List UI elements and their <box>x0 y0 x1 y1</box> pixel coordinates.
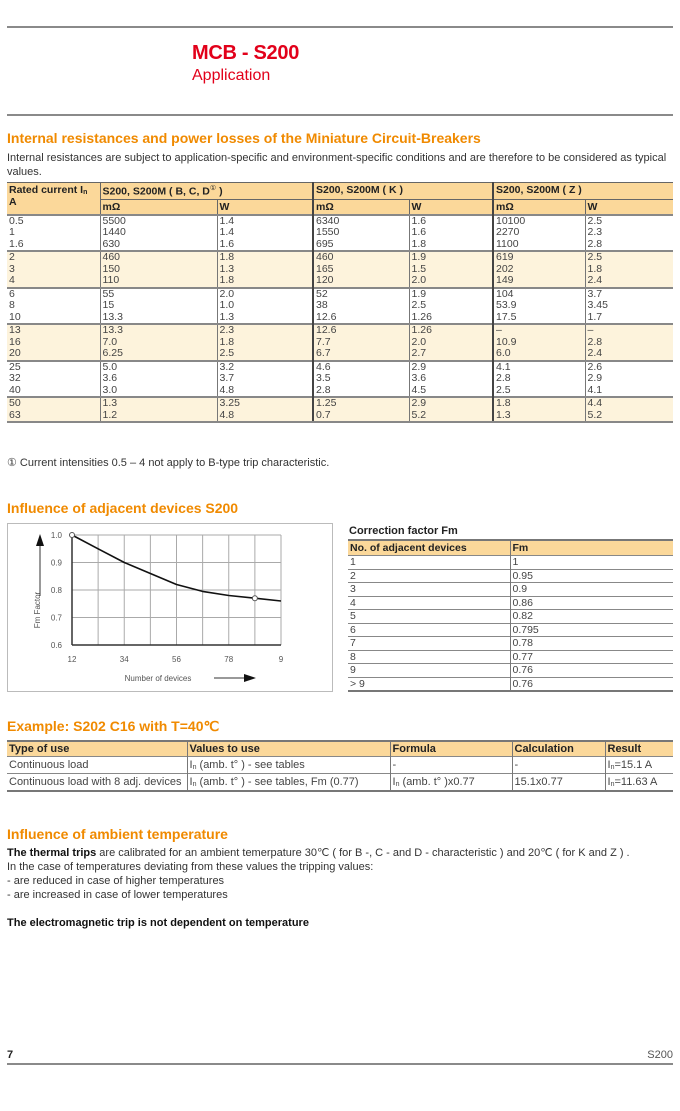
cell-fm: 0.95 <box>510 569 673 583</box>
cell-z-m <box>493 397 585 422</box>
cell-z-w <box>585 251 673 288</box>
data-point-marker <box>70 533 75 538</box>
cell-value: 2.0 <box>219 287 235 300</box>
cell-value: 5.2 <box>411 408 427 421</box>
cell-rated <box>7 288 100 325</box>
cell-value: 6.7 <box>316 347 331 359</box>
header-rule <box>7 114 673 116</box>
cell-value: 120 <box>316 274 334 286</box>
cell-value: 4.1 <box>496 360 511 373</box>
table-row <box>348 650 673 664</box>
cell-fm: 0.77 <box>510 650 673 664</box>
cell-value: 4.4 <box>587 397 603 409</box>
cell-z-m <box>493 288 585 325</box>
cell-devices: 1 <box>348 556 510 570</box>
cell-devices: 9 <box>348 664 510 678</box>
example-heading: Example: S202 C16 with T=40℃ <box>7 718 220 734</box>
cell-value: 1.3 <box>219 262 235 275</box>
cell-value: 10 <box>9 310 21 323</box>
ambient-p3: - are reduced in case of higher temperatures <box>7 875 225 887</box>
cell-bcd-m <box>100 288 217 325</box>
rating-group <box>7 397 673 422</box>
cell-value: 2.6 <box>587 360 603 373</box>
cell-value: 13 <box>9 324 21 336</box>
cell-value: 4.5 <box>411 383 427 396</box>
cell-value: 2.8 <box>496 372 511 384</box>
cell-z-w <box>585 361 673 398</box>
col-group-bcd: S200, S200M ( B, C, D① ) <box>100 183 313 200</box>
cell-value: 1.2 <box>102 408 118 421</box>
cell-devices: 2 <box>348 569 510 583</box>
col-header: Result <box>605 741 673 757</box>
cell-value: 104 <box>496 287 514 300</box>
col-group-z: S200, S200M ( Z ) <box>493 183 673 200</box>
table-row <box>348 556 673 570</box>
resistance-table <box>7 182 673 423</box>
cell-bcd-w <box>217 288 313 325</box>
cell-value: 1.26 <box>411 310 432 323</box>
cell-value: 1.8 <box>219 251 235 263</box>
cell-value: 38 <box>316 299 328 311</box>
cell-k-m <box>313 251 409 288</box>
table-row <box>7 397 673 422</box>
cell-value: 50 <box>9 397 21 409</box>
cell-value: 2.9 <box>411 397 427 409</box>
cell-k-m <box>313 397 409 422</box>
cell-value: 460 <box>316 251 334 263</box>
cell-value: 25 <box>9 360 21 373</box>
cell-bcd-m <box>100 251 217 288</box>
cell-value: 2.4 <box>587 274 603 286</box>
unit-mohm: mΩ <box>100 199 217 215</box>
rating-group <box>7 288 673 325</box>
cell-value: 2.5 <box>587 251 603 263</box>
cell-bcd-m <box>100 361 217 398</box>
cell-value: 460 <box>102 251 121 263</box>
cell-value: 1.0 <box>219 299 235 311</box>
cell-value: 16 <box>9 335 21 348</box>
cell-k-m <box>313 361 409 398</box>
data-point-marker <box>252 596 257 601</box>
table-row <box>348 664 673 678</box>
y-tick-label: 1.0 <box>50 531 62 540</box>
rating-group <box>7 215 673 252</box>
ambient-p2: In the case of temperatures deviating from these values the tripping values: <box>7 861 374 873</box>
table-row <box>7 774 673 792</box>
cell-value: – <box>496 324 502 336</box>
cell-value: 13.3 <box>102 324 123 336</box>
y-axis-label: Fm Factor <box>33 591 42 629</box>
cell-value: 6 <box>9 287 15 300</box>
arrow-right-icon <box>244 674 256 682</box>
col-header: Values to use <box>187 741 390 757</box>
table-row <box>7 288 673 325</box>
cell-value: 1.6 <box>411 214 427 227</box>
cell-value: 1.3 <box>102 397 118 409</box>
cell-value: 1.4 <box>219 214 235 227</box>
y-tick-label: 0.7 <box>50 613 62 623</box>
cell-value: 110 <box>102 274 120 286</box>
cell-k-w <box>409 215 493 252</box>
cell-value: 5500 <box>102 214 126 227</box>
cell-type: Continuous load <box>7 757 187 774</box>
cell-value: – <box>587 324 594 336</box>
cell-value: 5.2 <box>587 408 603 421</box>
table-row <box>7 251 673 288</box>
top-rule <box>7 26 673 28</box>
page-number: 7 <box>7 1049 14 1061</box>
cell-devices: > 9 <box>348 677 510 691</box>
arrow-up-icon <box>36 534 44 546</box>
cell-value: 2.9 <box>411 360 427 373</box>
cell-value: 12.6 <box>316 310 337 323</box>
cell-value: 1.25 <box>316 397 337 409</box>
cell-bcd-m <box>100 215 217 252</box>
cell-value: 3.6 <box>411 372 427 384</box>
cell-value: 1.5 <box>411 262 427 275</box>
cell-value: 32 <box>9 372 21 384</box>
cell-value: 3.5 <box>316 372 331 384</box>
cell-fm: 0.76 <box>510 677 673 691</box>
cell-formula: - <box>390 757 512 774</box>
unit-w: W <box>409 199 493 215</box>
x-axis-label: Number of devices <box>124 674 192 683</box>
col-group-k: S200, S200M ( K ) <box>313 183 493 200</box>
cell-value: 1.6 <box>9 237 24 250</box>
cell-type: Continuous load with 8 adj. devices <box>7 774 187 792</box>
cell-value: 10.9 <box>496 335 517 348</box>
cell-value: 2.8 <box>316 383 331 396</box>
cell-rated <box>7 361 100 398</box>
table-row <box>348 610 673 624</box>
cell-k-w <box>409 397 493 422</box>
cell-value: 7.7 <box>316 335 331 348</box>
cell-value: 1.3 <box>219 310 235 323</box>
cell-devices: 4 <box>348 596 510 610</box>
col-header: Calculation <box>512 741 605 757</box>
fm-table <box>348 539 673 692</box>
cell-value: 150 <box>102 262 121 275</box>
cell-result: In=15.1 A <box>605 757 673 774</box>
table-row <box>348 677 673 691</box>
cell-value: 630 <box>102 237 121 250</box>
cell-z-w <box>585 397 673 422</box>
col-rated-current: Rated current In A <box>7 183 100 215</box>
cell-value: 1.8 <box>219 274 235 286</box>
page-subtitle: Application <box>192 67 271 84</box>
unit-w: W <box>585 199 673 215</box>
x-tick-label: 34 <box>119 655 129 664</box>
cell-fm: 0.795 <box>510 623 673 637</box>
cell-value: 202 <box>496 262 514 275</box>
cell-value: 2.5 <box>496 383 511 396</box>
cell-bcd-w <box>217 251 313 288</box>
cell-k-w <box>409 324 493 361</box>
cell-value: 2.9 <box>587 372 603 384</box>
col-header: Formula <box>390 741 512 757</box>
cell-devices: 6 <box>348 623 510 637</box>
cell-value: 55 <box>102 287 115 300</box>
cell-value: 1.9 <box>411 287 427 300</box>
cell-fm: 0.9 <box>510 583 673 597</box>
cell-bcd-w <box>217 397 313 422</box>
cell-value: 2 <box>9 251 15 263</box>
cell-value: 619 <box>496 251 514 263</box>
table-row <box>348 596 673 610</box>
cell-value: 4.8 <box>219 408 235 421</box>
resistance-footnote: ① Current intensities 0.5 – 4 not apply to B-type trip characteristic. <box>7 457 330 469</box>
ambient-p1-bold: The thermal trips <box>7 847 97 859</box>
cell-z-m <box>493 251 585 288</box>
cell-fm: 0.78 <box>510 637 673 651</box>
cell-value: 2.0 <box>411 274 427 286</box>
y-tick-label: 0.6 <box>50 641 62 650</box>
cell-value: 1.8 <box>219 335 235 348</box>
cell-value: 4.1 <box>587 383 603 396</box>
table-row <box>7 215 673 252</box>
cell-value: 4 <box>9 274 15 286</box>
cell-bcd-w <box>217 361 313 398</box>
cell-value: 149 <box>496 274 514 286</box>
x-tick-label: 56 <box>172 655 181 664</box>
cell-k-m <box>313 324 409 361</box>
cell-value: 2.3 <box>219 324 235 336</box>
fm-chart <box>7 523 333 692</box>
cell-value: 53.9 <box>496 299 517 311</box>
cell-result: In=11.63 A <box>605 774 673 792</box>
cell-value: 13.3 <box>102 310 123 323</box>
cell-value: 7.0 <box>102 335 118 348</box>
table-row <box>348 623 673 637</box>
x-tick-label: 12 <box>67 655 77 664</box>
cell-value: 6.25 <box>102 347 123 359</box>
cell-value: 3.0 <box>102 383 118 396</box>
cell-value: 1.26 <box>411 324 432 336</box>
cell-value: 5.0 <box>102 360 118 373</box>
unit-mohm: mΩ <box>493 199 585 215</box>
cell-z-m <box>493 215 585 252</box>
cell-value: 1100 <box>496 237 519 250</box>
cell-devices: 7 <box>348 637 510 651</box>
table-row <box>348 569 673 583</box>
cell-devices: 5 <box>348 610 510 624</box>
cell-k-w <box>409 251 493 288</box>
cell-value: 1.7 <box>587 310 603 323</box>
footer-label: S200 <box>647 1049 673 1061</box>
cell-fm: 0.82 <box>510 610 673 624</box>
cell-value: 2270 <box>496 226 520 238</box>
table-row <box>7 324 673 361</box>
cell-value: 165 <box>316 262 334 275</box>
cell-z-w <box>585 288 673 325</box>
cell-value: 4.8 <box>219 383 235 396</box>
cell-fm: 0.86 <box>510 596 673 610</box>
cell-fm: 0.76 <box>510 664 673 678</box>
cell-devices: 3 <box>348 583 510 597</box>
cell-z-w <box>585 215 673 252</box>
cell-bcd-w <box>217 324 313 361</box>
cell-bcd-m <box>100 397 217 422</box>
cell-z-w <box>585 324 673 361</box>
table-row <box>7 361 673 398</box>
cell-bcd-m <box>100 324 217 361</box>
cell-calculation: - <box>512 757 605 774</box>
rating-group <box>7 361 673 398</box>
adjacent-heading: Influence of adjacent devices S200 <box>7 500 239 516</box>
cell-values: In (amb. t° ) - see tables <box>187 757 390 774</box>
cell-value: 3.45 <box>587 299 608 311</box>
cell-z-m <box>493 324 585 361</box>
cell-value: 15 <box>102 299 115 311</box>
cell-value: 3.6 <box>102 372 118 384</box>
unit-mohm: mΩ <box>313 199 409 215</box>
cell-value: 1.8 <box>496 397 511 409</box>
table-row <box>348 637 673 651</box>
cell-z-m <box>493 361 585 398</box>
cell-k-m <box>313 288 409 325</box>
cell-value: 1.6 <box>411 226 427 238</box>
cell-value: 3.7 <box>219 372 235 384</box>
fm-factor-chart-svg <box>8 524 332 691</box>
y-tick-label: 0.8 <box>50 586 62 595</box>
cell-value: 3.2 <box>219 360 235 373</box>
cell-value: 3.25 <box>219 397 240 409</box>
cell-value: 2.3 <box>587 226 603 238</box>
cell-value: 40 <box>9 383 21 396</box>
fm-table-title: Correction factor Fm <box>349 525 458 537</box>
cell-value: 2.0 <box>411 335 427 348</box>
cell-devices: 8 <box>348 650 510 664</box>
ambient-p5: The electromagnetic trip is not dependent on temperature <box>7 917 309 929</box>
cell-value: 2.5 <box>411 299 427 311</box>
cell-value: 1440 <box>102 226 126 238</box>
cell-rated <box>7 251 100 288</box>
cell-fm: 1 <box>510 556 673 570</box>
cell-value: 1550 <box>316 226 340 238</box>
cell-value: 1 <box>9 226 15 238</box>
cell-rated <box>7 215 100 252</box>
cell-value: 8 <box>9 299 15 311</box>
cell-value: 1.8 <box>587 262 603 275</box>
resistance-heading: Internal resistances and power losses of the Miniature Circuit-Breakers <box>7 130 481 146</box>
cell-value: 6.0 <box>496 347 511 359</box>
example-table <box>7 740 673 792</box>
ambient-heading: Influence of ambient temperature <box>7 826 228 842</box>
table-row <box>348 583 673 597</box>
cell-value: 12.6 <box>316 324 337 336</box>
cell-value: 20 <box>9 347 21 359</box>
ambient-p4: - are increased in case of lower temperatures <box>7 889 228 901</box>
unit-w: W <box>217 199 313 215</box>
cell-value: 0.7 <box>316 408 331 421</box>
cell-value: 4.6 <box>316 360 331 373</box>
ambient-p1: The thermal trips are calibrated for an ambient temerpature 30℃ ( for B -, C - and D - characteristic ) and 20℃ ( for K and Z ) . <box>7 847 630 859</box>
cell-value: 1.6 <box>219 237 235 250</box>
resistance-intro: Internal resistances are subject to application-specific and environment-specific conditions and are therefore to be considered as typical values. <box>7 152 667 178</box>
cell-k-m <box>313 215 409 252</box>
cell-value: 0.5 <box>9 214 24 227</box>
cell-values: In (amb. t° ) - see tables, Fm (0.77) <box>187 774 390 792</box>
x-tick-label: 78 <box>224 655 234 664</box>
cell-value: 2.5 <box>587 214 603 227</box>
cell-k-w <box>409 361 493 398</box>
x-tick-label: 9 <box>278 655 284 664</box>
cell-value: 2.8 <box>587 237 603 250</box>
cell-value: 2.7 <box>411 347 427 359</box>
cell-value: 63 <box>9 408 21 421</box>
cell-value: 3.7 <box>587 287 603 300</box>
cell-value: 1.8 <box>411 237 427 250</box>
cell-value: 52 <box>316 287 328 300</box>
col-adjacent-devices: No. of adjacent devices <box>348 540 510 556</box>
col-fm: Fm <box>510 540 673 556</box>
cell-value: 1.4 <box>219 226 235 238</box>
cell-value: 2.4 <box>587 347 603 359</box>
col-header: Type of use <box>7 741 187 757</box>
cell-k-w <box>409 288 493 325</box>
page-title: MCB - S200 <box>192 42 300 64</box>
cell-value: 10100 <box>496 214 526 227</box>
cell-value: 3 <box>9 262 15 275</box>
footer-rule <box>7 1063 673 1065</box>
cell-value: 2.5 <box>219 347 235 359</box>
cell-value: 2.8 <box>587 335 603 348</box>
cell-rated <box>7 324 100 361</box>
cell-value: 1.3 <box>496 408 511 421</box>
cell-value: 695 <box>316 237 334 250</box>
cell-bcd-w <box>217 215 313 252</box>
cell-formula: In (amb. t° )x0.77 <box>390 774 512 792</box>
rating-group <box>7 251 673 288</box>
cell-value: 1.9 <box>411 251 427 263</box>
y-tick-label: 0.9 <box>50 558 62 568</box>
cell-rated <box>7 397 100 422</box>
table-row <box>7 757 673 774</box>
cell-value: 17.5 <box>496 310 517 323</box>
rating-group <box>7 324 673 361</box>
cell-calculation: 15.1x0.77 <box>512 774 605 792</box>
cell-value: 6340 <box>316 214 340 227</box>
